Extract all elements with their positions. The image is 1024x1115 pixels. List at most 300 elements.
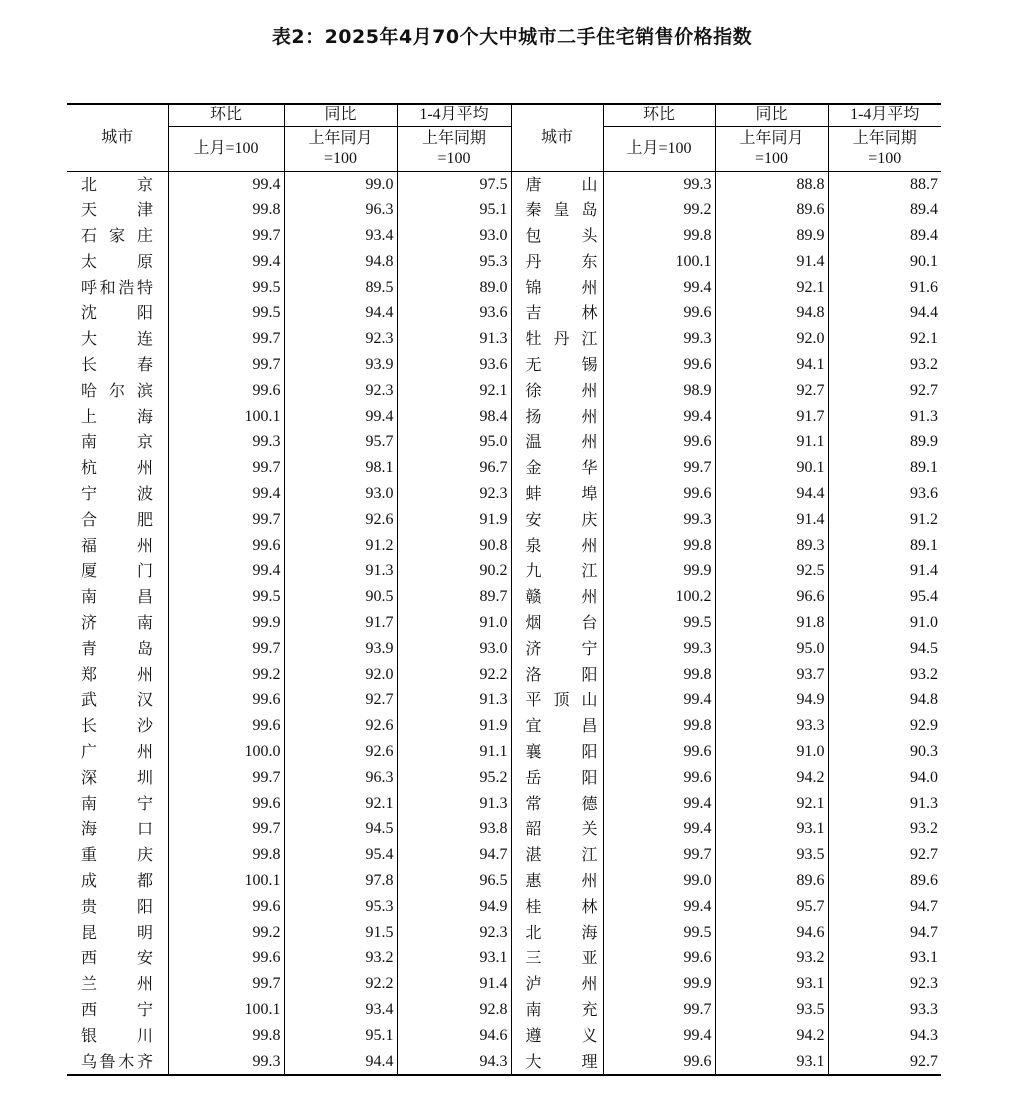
avg-cell: 89.9 bbox=[828, 429, 941, 455]
yoy-cell: 91.4 bbox=[715, 507, 828, 533]
mom-cell: 99.4 bbox=[168, 558, 284, 584]
city-cell bbox=[511, 455, 603, 481]
mom-cell: 99.4 bbox=[168, 249, 284, 275]
yoy-cell: 89.5 bbox=[284, 275, 397, 301]
yoy-cell: 95.7 bbox=[284, 429, 397, 455]
yoy-cell: 92.0 bbox=[715, 326, 828, 352]
city-name: 济 南 bbox=[81, 613, 153, 633]
city-name: 西 安 bbox=[81, 948, 153, 968]
mom-cell: 99.6 bbox=[603, 1049, 715, 1076]
mom-cell: 99.2 bbox=[603, 197, 715, 223]
mom-cell: 99.6 bbox=[168, 894, 284, 920]
table-row bbox=[67, 920, 941, 946]
avg-cell: 88.7 bbox=[828, 171, 941, 197]
city-name: 三 亚 bbox=[525, 948, 598, 968]
avg-cell: 90.2 bbox=[397, 558, 511, 584]
avg-cell: 94.5 bbox=[828, 636, 941, 662]
city-name: 金 华 bbox=[525, 458, 598, 478]
city-name: 青 岛 bbox=[81, 638, 153, 658]
city-name: 遵 义 bbox=[525, 1025, 598, 1045]
yoy-cell: 93.2 bbox=[284, 945, 397, 971]
table-row bbox=[67, 326, 941, 352]
yoy-cell: 93.1 bbox=[715, 971, 828, 997]
table-body bbox=[67, 171, 941, 1075]
mom-cell: 99.6 bbox=[168, 945, 284, 971]
table-row bbox=[67, 275, 941, 301]
avg-cell: 90.1 bbox=[828, 249, 941, 275]
avg-cell: 93.2 bbox=[828, 816, 941, 842]
city-name: 赣 州 bbox=[525, 587, 598, 607]
avg-cell: 92.9 bbox=[828, 713, 941, 739]
avg-cell: 89.7 bbox=[397, 584, 511, 610]
city-cell bbox=[511, 171, 603, 197]
mom-base: 上月=100 bbox=[168, 126, 284, 171]
yoy-cell: 94.4 bbox=[284, 1049, 397, 1076]
avg-cell: 93.1 bbox=[397, 945, 511, 971]
avg-cell: 93.6 bbox=[828, 481, 941, 507]
avg-header: 1-4月平均 bbox=[397, 104, 511, 126]
city-cell bbox=[511, 739, 603, 765]
avg-base bbox=[397, 126, 511, 171]
yoy-cell: 96.3 bbox=[284, 197, 397, 223]
table-row bbox=[67, 429, 941, 455]
avg-cell: 91.1 bbox=[397, 739, 511, 765]
table-row bbox=[67, 249, 941, 275]
avg-cell: 97.5 bbox=[397, 171, 511, 197]
table-row bbox=[67, 481, 941, 507]
city-cell bbox=[511, 507, 603, 533]
mom-cell: 100.1 bbox=[168, 404, 284, 430]
mom-cell: 99.7 bbox=[168, 326, 284, 352]
yoy-cell: 89.9 bbox=[715, 223, 828, 249]
city-cell bbox=[67, 610, 168, 636]
avg-cell: 95.1 bbox=[397, 197, 511, 223]
yoy-cell: 93.9 bbox=[284, 636, 397, 662]
yoy-base-line2: =100 bbox=[323, 149, 358, 167]
yoy-cell: 92.7 bbox=[715, 378, 828, 404]
table-row bbox=[67, 352, 941, 378]
mom-cell: 99.6 bbox=[168, 687, 284, 713]
city-name: 哈 尔 滨 bbox=[81, 380, 153, 400]
city-name: 唐 山 bbox=[525, 174, 598, 194]
city-name: 济 宁 bbox=[525, 638, 598, 658]
avg-cell: 92.3 bbox=[397, 920, 511, 946]
yoy-base-2-line2: =100 bbox=[754, 149, 789, 167]
city-name: 牡 丹 江 bbox=[525, 329, 598, 349]
city-name: 深 圳 bbox=[81, 767, 153, 787]
city-cell bbox=[511, 326, 603, 352]
yoy-cell: 91.7 bbox=[715, 404, 828, 430]
yoy-cell: 94.8 bbox=[284, 249, 397, 275]
city-cell bbox=[67, 481, 168, 507]
avg-cell: 91.4 bbox=[397, 971, 511, 997]
mom-cell: 100.1 bbox=[168, 868, 284, 894]
mom-cell: 99.8 bbox=[603, 713, 715, 739]
avg-cell: 89.1 bbox=[828, 455, 941, 481]
city-cell bbox=[511, 713, 603, 739]
avg-cell: 92.2 bbox=[397, 662, 511, 688]
city-cell bbox=[67, 739, 168, 765]
city-name: 锦 州 bbox=[525, 277, 598, 297]
city-name: 平 顶 山 bbox=[525, 690, 598, 710]
city-name: 贵 阳 bbox=[81, 896, 153, 916]
yoy-cell: 92.1 bbox=[715, 275, 828, 301]
table-header bbox=[67, 104, 941, 171]
city-name: 兰 州 bbox=[81, 974, 153, 994]
city-name: 北 京 bbox=[81, 174, 153, 194]
city-cell bbox=[67, 920, 168, 946]
yoy-cell: 98.1 bbox=[284, 455, 397, 481]
mom-cell: 99.9 bbox=[168, 610, 284, 636]
city-cell bbox=[511, 197, 603, 223]
city-cell bbox=[511, 404, 603, 430]
city-cell bbox=[511, 971, 603, 997]
mom-cell: 99.8 bbox=[603, 223, 715, 249]
city-cell bbox=[511, 636, 603, 662]
city-cell bbox=[67, 455, 168, 481]
city-name: 太 原 bbox=[81, 251, 153, 271]
city-name: 乌 鲁 木 齐 bbox=[81, 1051, 153, 1071]
city-name: 常 德 bbox=[525, 793, 598, 813]
yoy-cell: 95.0 bbox=[715, 636, 828, 662]
table-row bbox=[67, 997, 941, 1023]
city-cell bbox=[67, 404, 168, 430]
table-row bbox=[67, 223, 941, 249]
avg-cell: 94.7 bbox=[397, 842, 511, 868]
avg-cell: 90.3 bbox=[828, 739, 941, 765]
yoy-cell: 95.7 bbox=[715, 894, 828, 920]
table-row bbox=[67, 1023, 941, 1049]
mom-cell: 99.4 bbox=[603, 894, 715, 920]
yoy-cell: 94.2 bbox=[715, 765, 828, 791]
yoy-cell: 91.7 bbox=[284, 610, 397, 636]
yoy-cell: 93.4 bbox=[284, 997, 397, 1023]
table-row bbox=[67, 842, 941, 868]
yoy-cell: 88.8 bbox=[715, 171, 828, 197]
city-cell bbox=[511, 1049, 603, 1076]
city-cell bbox=[67, 945, 168, 971]
yoy-cell: 93.5 bbox=[715, 842, 828, 868]
mom-cell: 99.5 bbox=[168, 275, 284, 301]
avg-cell: 92.1 bbox=[828, 326, 941, 352]
city-cell bbox=[67, 662, 168, 688]
table-row bbox=[67, 739, 941, 765]
avg-cell: 94.6 bbox=[397, 1023, 511, 1049]
mom-cell: 100.2 bbox=[603, 584, 715, 610]
table-row bbox=[67, 945, 941, 971]
yoy-cell: 93.9 bbox=[284, 352, 397, 378]
city-header: 城市 bbox=[67, 104, 168, 171]
city-cell bbox=[67, 1049, 168, 1076]
yoy-header: 同比 bbox=[284, 104, 397, 126]
mom-cell: 99.7 bbox=[168, 352, 284, 378]
city-cell bbox=[511, 378, 603, 404]
avg-cell: 92.7 bbox=[828, 378, 941, 404]
city-cell bbox=[67, 249, 168, 275]
avg-cell: 92.1 bbox=[397, 378, 511, 404]
avg-cell: 93.6 bbox=[397, 300, 511, 326]
avg-cell: 93.2 bbox=[828, 662, 941, 688]
mom-cell: 99.2 bbox=[168, 662, 284, 688]
city-name: 天 津 bbox=[81, 200, 153, 220]
city-name: 蚌 埠 bbox=[525, 484, 598, 504]
avg-cell: 91.3 bbox=[828, 404, 941, 430]
city-cell bbox=[511, 816, 603, 842]
city-cell bbox=[511, 997, 603, 1023]
mom-cell: 99.6 bbox=[168, 378, 284, 404]
yoy-base bbox=[284, 126, 397, 171]
city-cell bbox=[67, 997, 168, 1023]
yoy-cell: 90.1 bbox=[715, 455, 828, 481]
mom-cell: 100.0 bbox=[168, 739, 284, 765]
mom-cell: 99.8 bbox=[168, 197, 284, 223]
city-name: 厦 门 bbox=[81, 561, 153, 581]
page-title: 表2：2025年4月70个大中城市二手住宅销售价格指数 bbox=[271, 26, 753, 48]
city-name: 海 口 bbox=[81, 819, 153, 839]
city-cell bbox=[511, 945, 603, 971]
city-name: 湛 江 bbox=[525, 845, 598, 865]
avg-cell: 89.4 bbox=[828, 197, 941, 223]
city-cell bbox=[67, 842, 168, 868]
yoy-cell: 96.6 bbox=[715, 584, 828, 610]
mom-cell: 99.7 bbox=[168, 455, 284, 481]
mom-cell: 99.4 bbox=[168, 481, 284, 507]
mom-cell: 99.6 bbox=[603, 765, 715, 791]
yoy-cell: 93.2 bbox=[715, 945, 828, 971]
avg-base-2 bbox=[828, 126, 941, 171]
yoy-cell: 92.0 bbox=[284, 662, 397, 688]
mom-cell: 99.6 bbox=[603, 739, 715, 765]
yoy-cell: 94.5 bbox=[284, 816, 397, 842]
table-row bbox=[67, 197, 941, 223]
mom-cell: 99.7 bbox=[168, 223, 284, 249]
mom-cell: 99.4 bbox=[603, 404, 715, 430]
yoy-cell: 92.3 bbox=[284, 326, 397, 352]
avg-cell: 91.3 bbox=[397, 326, 511, 352]
avg-cell: 92.7 bbox=[828, 842, 941, 868]
city-cell bbox=[67, 765, 168, 791]
table-row bbox=[67, 894, 941, 920]
mom-cell: 100.1 bbox=[168, 997, 284, 1023]
city-name: 广 州 bbox=[81, 742, 153, 762]
city-name: 南 昌 bbox=[81, 587, 153, 607]
table-row bbox=[67, 1049, 941, 1076]
city-name: 桂 林 bbox=[525, 896, 598, 916]
mom-cell: 99.8 bbox=[168, 1023, 284, 1049]
avg-cell: 96.7 bbox=[397, 455, 511, 481]
city-name: 银 川 bbox=[81, 1025, 153, 1045]
city-cell bbox=[67, 816, 168, 842]
city-cell bbox=[511, 533, 603, 559]
mom-cell: 99.4 bbox=[603, 687, 715, 713]
yoy-cell: 92.5 bbox=[715, 558, 828, 584]
avg-cell: 90.8 bbox=[397, 533, 511, 559]
city-cell bbox=[511, 894, 603, 920]
avg-cell: 93.2 bbox=[828, 352, 941, 378]
avg-cell: 89.0 bbox=[397, 275, 511, 301]
avg-cell: 91.6 bbox=[828, 275, 941, 301]
city-cell bbox=[511, 481, 603, 507]
city-name: 安 庆 bbox=[525, 509, 598, 529]
city-cell bbox=[511, 352, 603, 378]
city-name: 南 宁 bbox=[81, 793, 153, 813]
yoy-cell: 92.1 bbox=[284, 791, 397, 817]
yoy-cell: 91.8 bbox=[715, 610, 828, 636]
avg-cell: 95.2 bbox=[397, 765, 511, 791]
city-name: 南 充 bbox=[525, 1000, 598, 1019]
avg-cell: 93.8 bbox=[397, 816, 511, 842]
city-cell bbox=[67, 713, 168, 739]
yoy-cell: 92.1 bbox=[715, 791, 828, 817]
table-row bbox=[67, 765, 941, 791]
avg-cell: 93.0 bbox=[397, 223, 511, 249]
yoy-cell: 94.4 bbox=[715, 481, 828, 507]
city-name: 大 理 bbox=[525, 1051, 598, 1071]
yoy-cell: 94.8 bbox=[715, 300, 828, 326]
avg-cell: 96.5 bbox=[397, 868, 511, 894]
table-row bbox=[67, 533, 941, 559]
avg-cell: 95.3 bbox=[397, 249, 511, 275]
avg-cell: 89.6 bbox=[828, 868, 941, 894]
city-name: 九 江 bbox=[525, 561, 598, 581]
city-cell bbox=[511, 223, 603, 249]
yoy-cell: 93.3 bbox=[715, 713, 828, 739]
table-row bbox=[67, 507, 941, 533]
table-row bbox=[67, 584, 941, 610]
mom-cell: 99.7 bbox=[168, 507, 284, 533]
avg-header-2: 1-4月平均 bbox=[828, 104, 941, 126]
mom-cell: 99.7 bbox=[168, 636, 284, 662]
avg-cell: 91.3 bbox=[397, 687, 511, 713]
table-row bbox=[67, 455, 941, 481]
city-name: 无 锡 bbox=[525, 355, 598, 375]
city-name: 烟 台 bbox=[525, 613, 598, 633]
city-name: 襄 阳 bbox=[525, 742, 598, 762]
city-cell bbox=[67, 223, 168, 249]
mom-cell: 98.9 bbox=[603, 378, 715, 404]
city-name: 宜 昌 bbox=[525, 716, 598, 736]
yoy-cell: 94.2 bbox=[715, 1023, 828, 1049]
city-header-2: 城市 bbox=[511, 104, 603, 171]
avg-cell: 92.3 bbox=[828, 971, 941, 997]
city-name: 徐 州 bbox=[525, 380, 598, 400]
city-name: 韶 关 bbox=[525, 819, 598, 839]
avg-cell: 91.2 bbox=[828, 507, 941, 533]
table-row bbox=[67, 971, 941, 997]
mom-cell: 99.3 bbox=[603, 636, 715, 662]
yoy-cell: 95.4 bbox=[284, 842, 397, 868]
avg-cell: 95.0 bbox=[397, 429, 511, 455]
city-name: 大 连 bbox=[81, 329, 153, 349]
yoy-base-line1: 上年同月 bbox=[308, 129, 373, 147]
avg-cell: 91.0 bbox=[828, 610, 941, 636]
table-row bbox=[67, 404, 941, 430]
price-index-table bbox=[67, 103, 941, 1076]
mom-cell: 99.4 bbox=[603, 1023, 715, 1049]
yoy-base-2-line1: 上年同月 bbox=[739, 129, 804, 147]
city-cell bbox=[511, 687, 603, 713]
city-name: 泉 州 bbox=[525, 535, 598, 555]
city-name: 扬 州 bbox=[525, 406, 598, 426]
yoy-cell: 91.3 bbox=[284, 558, 397, 584]
city-name: 泸 州 bbox=[525, 974, 598, 994]
mom-cell: 99.7 bbox=[168, 971, 284, 997]
city-cell bbox=[67, 326, 168, 352]
mom-cell: 99.7 bbox=[603, 455, 715, 481]
yoy-cell: 95.1 bbox=[284, 1023, 397, 1049]
mom-cell: 99.8 bbox=[168, 842, 284, 868]
mom-cell: 99.5 bbox=[603, 610, 715, 636]
city-cell bbox=[67, 636, 168, 662]
avg-cell: 91.0 bbox=[397, 610, 511, 636]
avg-cell: 91.4 bbox=[828, 558, 941, 584]
city-name: 长 春 bbox=[81, 355, 153, 375]
city-name: 南 京 bbox=[81, 432, 153, 452]
yoy-cell: 89.6 bbox=[715, 197, 828, 223]
table-row bbox=[67, 816, 941, 842]
yoy-cell: 95.3 bbox=[284, 894, 397, 920]
yoy-cell: 91.5 bbox=[284, 920, 397, 946]
table-row bbox=[67, 713, 941, 739]
city-name: 惠 州 bbox=[525, 871, 598, 891]
mom-cell: 99.6 bbox=[603, 300, 715, 326]
city-name: 上 海 bbox=[81, 406, 153, 426]
mom-cell: 99.4 bbox=[603, 791, 715, 817]
mom-cell: 99.6 bbox=[603, 481, 715, 507]
mom-cell: 99.8 bbox=[603, 533, 715, 559]
city-cell bbox=[511, 1023, 603, 1049]
table-row bbox=[67, 558, 941, 584]
city-cell bbox=[511, 920, 603, 946]
city-name: 呼 和 浩 特 bbox=[81, 277, 153, 297]
yoy-cell: 91.2 bbox=[284, 533, 397, 559]
city-name: 长 沙 bbox=[81, 716, 153, 736]
yoy-cell: 93.0 bbox=[284, 481, 397, 507]
city-cell bbox=[511, 584, 603, 610]
avg-base-line2: =100 bbox=[437, 149, 471, 167]
yoy-cell: 92.3 bbox=[284, 378, 397, 404]
city-cell bbox=[511, 610, 603, 636]
mom-cell: 99.6 bbox=[603, 945, 715, 971]
city-cell bbox=[67, 533, 168, 559]
mom-cell: 99.5 bbox=[168, 300, 284, 326]
avg-cell: 94.7 bbox=[828, 894, 941, 920]
avg-cell: 91.3 bbox=[828, 791, 941, 817]
avg-base-2-line1: 上年同期 bbox=[852, 129, 917, 147]
mom-header-2: 环比 bbox=[603, 104, 715, 126]
mom-cell: 99.6 bbox=[168, 791, 284, 817]
avg-cell: 91.9 bbox=[397, 713, 511, 739]
avg-cell: 92.8 bbox=[397, 997, 511, 1023]
mom-cell: 99.9 bbox=[603, 558, 715, 584]
city-cell bbox=[67, 300, 168, 326]
mom-cell: 99.3 bbox=[603, 326, 715, 352]
city-cell bbox=[67, 429, 168, 455]
table-row bbox=[67, 662, 941, 688]
yoy-cell: 90.5 bbox=[284, 584, 397, 610]
mom-cell: 99.0 bbox=[603, 868, 715, 894]
city-name: 吉 林 bbox=[525, 303, 598, 323]
avg-cell: 94.4 bbox=[828, 300, 941, 326]
avg-cell: 91.9 bbox=[397, 507, 511, 533]
mom-cell: 99.7 bbox=[603, 842, 715, 868]
yoy-cell: 94.1 bbox=[715, 352, 828, 378]
city-name: 秦 皇 岛 bbox=[525, 200, 598, 220]
yoy-cell: 99.0 bbox=[284, 171, 397, 197]
city-name: 丹 东 bbox=[525, 251, 598, 271]
city-cell bbox=[67, 352, 168, 378]
city-cell bbox=[511, 765, 603, 791]
